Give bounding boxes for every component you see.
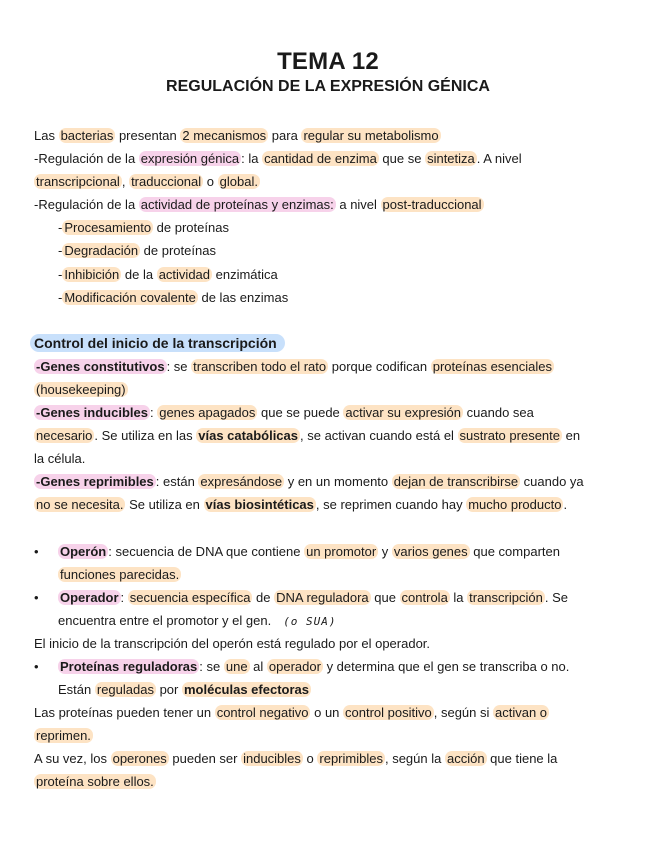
bullet-operador xyxy=(34,586,630,609)
intro-subitem-procesamiento xyxy=(34,216,630,239)
bullet-operon xyxy=(34,540,630,563)
highlighted-text: Procesamiento xyxy=(64,220,152,236)
text-run: : están xyxy=(155,474,199,490)
text-run: de la xyxy=(121,266,157,282)
highlighted-text: acción xyxy=(446,751,485,767)
highlighted-text: mucho producto xyxy=(468,497,562,513)
operon-regulation-line xyxy=(34,632,630,655)
text-run: cuando ya xyxy=(520,474,584,490)
highlighted-text: moléculas efectoras xyxy=(183,682,309,698)
highlighted-text: DNA reguladora xyxy=(276,589,369,605)
highlighted-text: operones xyxy=(112,751,167,767)
highlighted-text: vías biosintéticas xyxy=(205,497,314,513)
text-run: : secuencia de DNA que contiene xyxy=(108,543,305,559)
section-line-1 xyxy=(34,355,630,378)
text-run: - xyxy=(58,266,63,282)
highlighted-text: une xyxy=(225,658,248,674)
highlighted-text: actividad xyxy=(158,266,211,282)
closing-line-4 xyxy=(34,770,630,793)
highlighted-text: necesario xyxy=(36,428,93,444)
text-run: . Se utiliza en las xyxy=(94,428,197,444)
highlighted-text: sintetiza xyxy=(427,151,475,167)
highlighted-text: Operador xyxy=(60,589,119,605)
text-run: de proteínas xyxy=(140,243,216,259)
text-run: la célula. xyxy=(34,451,86,467)
highlighted-text: secuencia específica xyxy=(129,589,251,605)
highlighted-text: sustrato presente xyxy=(459,428,560,444)
highlighted-text: post-traduccional xyxy=(382,197,482,213)
highlighted-text: -Genes constitutivos xyxy=(36,358,165,374)
intro-line-1 xyxy=(34,124,630,147)
text-run: , se reprimen cuando hay xyxy=(315,497,467,513)
section-line-2 xyxy=(34,378,630,401)
text-run: : xyxy=(149,405,158,421)
highlighted-text: inducibles xyxy=(243,751,301,767)
bullet-proteinas-reguladoras-cont xyxy=(34,678,630,701)
highlighted-text: control positivo xyxy=(345,705,432,721)
section-heading: Control del inicio de la transcripción xyxy=(34,332,630,355)
text-run: de proteínas xyxy=(153,220,229,236)
text-run: pueden ser xyxy=(168,751,242,767)
highlighted-text: transcriben todo el rato xyxy=(193,358,327,374)
text-run: -Regulación de la xyxy=(34,197,139,213)
text-run: - xyxy=(58,243,63,259)
highlighted-text: activan o xyxy=(495,705,548,721)
text-run: y determina que el gen se transcriba o no. xyxy=(322,658,570,674)
page-title: TEMA 12 xyxy=(277,48,379,75)
text-run: Las proteínas pueden tener un xyxy=(34,705,215,721)
text-run: , según si xyxy=(433,705,493,721)
text-run: presentan xyxy=(115,128,181,143)
intro-line-4 xyxy=(34,193,630,216)
intro-subitem-modificacion xyxy=(34,286,630,309)
highlighted-text: cantidad de enzima xyxy=(264,151,377,167)
highlighted-text: dejan de transcribirse xyxy=(393,474,519,490)
highlighted-text: Degradación xyxy=(64,243,139,259)
text-run: porque codifican xyxy=(328,358,431,374)
highlighted-text: proteínas esenciales xyxy=(432,358,552,374)
highlighted-text: activar su expresión xyxy=(345,405,462,421)
text-run: para xyxy=(268,128,302,143)
text-run: : xyxy=(120,589,128,605)
text-run: y en un momento xyxy=(284,474,392,490)
text-run: , según la xyxy=(384,751,445,767)
text-run: Las xyxy=(34,128,59,143)
text-run: en xyxy=(562,428,581,444)
highlighted-text: Operón xyxy=(60,543,107,559)
text-run: , xyxy=(121,174,130,190)
text-run: que comparten xyxy=(469,543,560,559)
section-line-5 xyxy=(34,447,630,470)
text-run: de las enzimas xyxy=(197,289,289,305)
highlighted-text: operador xyxy=(268,658,321,674)
text-run: : se xyxy=(166,358,192,374)
closing-line-1 xyxy=(34,701,630,724)
text-run: A su vez, los xyxy=(34,751,111,767)
text-run: a nivel xyxy=(335,197,381,213)
highlighted-text: varios genes xyxy=(393,543,468,559)
text-run: -Regulación de la xyxy=(34,151,139,167)
text-run: o xyxy=(203,174,218,190)
highlighted-text: -Genes inducibles xyxy=(36,405,148,421)
highlighted-text: no se necesita. xyxy=(36,497,124,513)
text-run: Se utiliza en xyxy=(125,497,204,513)
text-run: por xyxy=(155,682,182,698)
highlighted-text: funciones parecidas. xyxy=(60,566,180,582)
highlighted-text: traduccional xyxy=(131,174,202,190)
highlighted-text: reguladas xyxy=(96,682,154,698)
handwritten-note: (o SUA) xyxy=(283,614,337,628)
highlighted-text: (housekeeping) xyxy=(36,381,126,397)
document-body xyxy=(34,124,630,794)
highlighted-text: transcripción xyxy=(469,589,543,605)
text-run: que se puede xyxy=(257,405,344,421)
highlighted-text: reprimibles xyxy=(319,751,383,767)
section-line-4 xyxy=(34,424,630,447)
text-run: al xyxy=(249,658,267,674)
highlighted-text: vías catabólicas xyxy=(198,428,298,444)
intro-line-3 xyxy=(34,170,630,193)
intro-subitem-degradacion xyxy=(34,239,630,262)
text-run: encuentra entre el promotor y el gen. xyxy=(58,612,272,628)
page-subtitle: REGULACIÓN DE LA EXPRESIÓN GÉNICA xyxy=(166,78,490,95)
text-run: que tiene la xyxy=(486,751,558,767)
bullet-proteinas-reguladoras xyxy=(34,655,630,678)
highlighted-text: regular su metabolismo xyxy=(303,128,439,143)
bullet-operador-cont xyxy=(34,609,630,632)
text-run: enzimática xyxy=(212,266,278,282)
text-run: . A nivel xyxy=(476,151,522,167)
highlighted-text: reprimen. xyxy=(36,728,91,744)
text-run: que xyxy=(370,589,400,605)
text-run: cuando sea xyxy=(463,405,534,421)
text-run: o un xyxy=(310,705,344,721)
highlighted-text: -Genes reprimibles xyxy=(36,474,154,490)
intro-subitem-inhibicion xyxy=(34,263,630,286)
text-run: Están xyxy=(58,682,95,698)
highlighted-text: Proteínas reguladoras xyxy=(60,658,198,674)
highlighted-text: controla xyxy=(401,589,448,605)
bullet-operon-cont xyxy=(34,563,630,586)
highlighted-text: proteína sobre ellos. xyxy=(36,774,154,790)
highlighted-text: global. xyxy=(219,174,258,190)
highlighted-text: expresándose xyxy=(200,474,283,490)
section-line-7 xyxy=(34,493,630,516)
highlighted-text: actividad de proteínas y enzimas: xyxy=(140,197,334,213)
text-run: : la xyxy=(241,151,263,167)
section-line-3 xyxy=(34,401,630,424)
text-run: El inicio de la transcripción del operón está regulado por el operador. xyxy=(34,635,431,651)
highlighted-text: genes apagados xyxy=(159,405,256,421)
text-run: la xyxy=(449,589,468,605)
closing-line-2 xyxy=(34,724,630,747)
highlighted-text: bacterias xyxy=(60,128,114,143)
highlighted-text: expresión génica xyxy=(140,151,240,167)
text-run: y xyxy=(378,543,392,559)
highlighted-text: un promotor xyxy=(306,543,377,559)
text-run: - xyxy=(58,289,63,305)
text-run: . xyxy=(563,497,568,513)
highlighted-text: transcripcional xyxy=(36,174,120,190)
text-run: : se xyxy=(199,658,224,674)
highlighted-text: Inhibición xyxy=(64,266,120,282)
text-run: que se xyxy=(378,151,426,167)
section-line-6 xyxy=(34,470,630,493)
text-run: o xyxy=(302,751,318,767)
text-run: , se activan cuando está el xyxy=(300,428,458,444)
text-run: . Se xyxy=(544,589,568,605)
highlighted-text: control negativo xyxy=(216,705,309,721)
closing-line-3 xyxy=(34,747,630,770)
text-run: de xyxy=(252,589,275,605)
highlighted-text: 2 mecanismos xyxy=(182,128,267,143)
text-run: - xyxy=(58,220,63,236)
highlighted-text: Modificación covalente xyxy=(64,289,196,305)
intro-line-2 xyxy=(34,147,630,170)
